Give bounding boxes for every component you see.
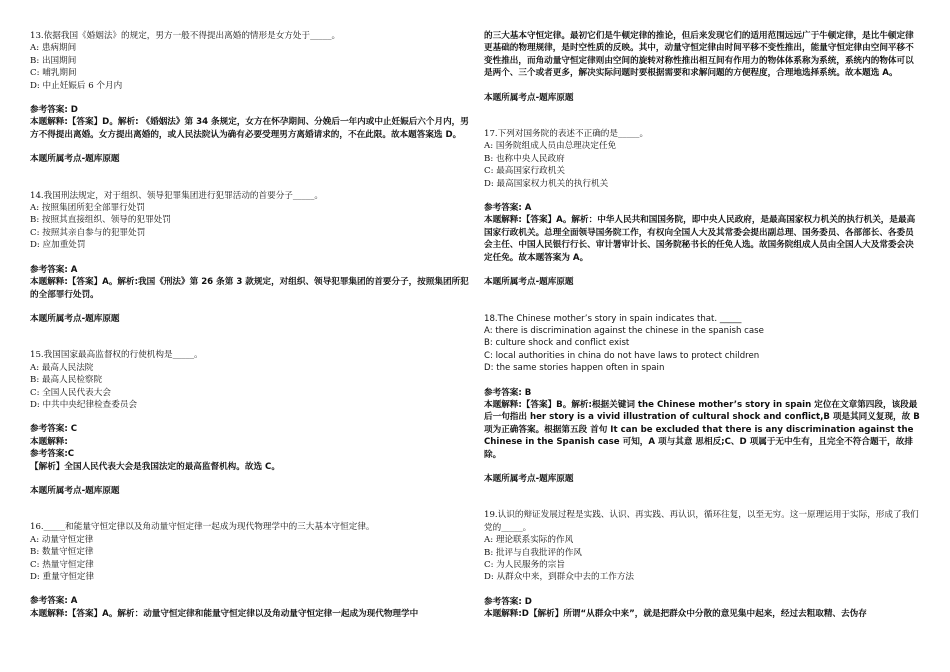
option-d: D: 最高国家权力机关的执行机关	[484, 178, 609, 189]
answer-label: 参考答案: C	[30, 424, 78, 435]
explanation: 本题解释:D【解析】所谓“从群众中来”，就是把群众中分散的意见集中起来，经过去粗取精、去伪存	[484, 609, 867, 620]
option-b: B: 数量守恒定律	[30, 547, 94, 558]
option-b: B: 最高人民检察院	[30, 375, 103, 386]
question-15	[30, 349, 470, 497]
option-d: D: 应加重处罚	[30, 240, 86, 251]
answer-label: 参考答案: A	[30, 596, 78, 607]
topic-tag: 本题所属考点-题库原题	[484, 92, 574, 103]
option-a: A: 患病期间	[30, 43, 77, 54]
question-stem: 13.依据我国《婚姻法》的规定，男方一般不得提出离婚的情形是女方处于_____。	[30, 31, 341, 41]
option-a: A: 理论联系实际的作风	[484, 535, 574, 546]
question-stem: 18.The Chinese mother’s story in spain indicates that. _____	[484, 313, 742, 324]
option-c: C: 按照其亲自参与的犯罪处罚	[30, 227, 146, 238]
option-c: C: 最高国家行政机关	[484, 166, 565, 177]
answer-label: 参考答案: D	[484, 596, 532, 607]
option-c: C: local authorities in china do not have laws to protect children	[484, 350, 760, 361]
option-a: A: 最高人民法院	[30, 362, 94, 373]
option-b: B: 出国期间	[30, 55, 77, 66]
option-d: D: 中止妊娠后 6 个月内	[30, 80, 123, 91]
topic-tag: 本题所属考点-题库原题	[30, 154, 120, 165]
option-a: A: 国务院组成人员由总理决定任免	[484, 141, 617, 152]
question-stem: 19.认识的辩证发展过程是实践、认识、再实践、再认识，循环往复，以至无穷。这一原理运用于实际，形成了我们党的_____。	[484, 510, 919, 533]
question-17	[484, 128, 920, 288]
option-a: A: there is discrimination against the chinese in the spanish case	[484, 325, 764, 336]
option-d: D: 重量守恒定律	[30, 572, 95, 582]
right-column	[484, 30, 920, 621]
question-16-continued	[484, 30, 920, 104]
option-d: D: the same stories happen often in spain	[484, 363, 665, 374]
option-c: C: 热量守恒定律	[30, 559, 94, 570]
explanation: 本题解释:【答案】B。解析:根据关键词 the Chinese mother’s story in spain 定位在文章第四段，该段最后一句指出 her story is a vivid illustration of cultural shock and conflict,B 项是其同义复现，故 B 项为正确答案。根据第五段 首句 It can be excluded that there is any discrimination against the Chinese in the Spanish case 可知，A 项与其意 思相反;C、D 项属于无中生有，且完全不符合题干，故排除。	[484, 399, 920, 460]
question-18	[484, 313, 920, 486]
question-stem: 17.下列对国务院的表述不正确的是_____。	[484, 129, 649, 140]
topic-tag: 本题所属考点-题库原题	[30, 485, 120, 496]
option-a: A: 动量守恒定律	[30, 534, 94, 545]
answer-label-secondary: 参考答案:C	[30, 449, 75, 460]
explanation: 本题解释:【答案】A。解析:我国《刑法》第 26 条第 3 款规定，对组织、领导犯罪集团的首要分子，按照集团所犯的全部罪行处罚。	[30, 277, 469, 300]
topic-tag: 本题所属考点-题库原题	[484, 277, 574, 288]
topic-tag: 本题所属考点-题库原题	[484, 473, 574, 484]
question-stem: 15.我国国家最高监督权的行使机构是_____。	[30, 350, 203, 361]
option-c: C: 哺乳期间	[30, 68, 77, 79]
question-13	[30, 30, 470, 166]
option-d: D: 从群众中来，到群众中去的工作方法	[484, 572, 635, 583]
question-stem: 16._____和能量守恒定律以及角动量守恒定律一起成为现代物理学中的三大基本守恒定律。	[30, 522, 375, 533]
answer-label: 参考答案: D	[30, 105, 78, 116]
explanation: 本题解释:【答案】A。解析：动量守恒定律和能量守恒定律以及角动量守恒定律一起成为现代物理学中	[30, 608, 419, 619]
topic-tag: 本题所属考点-题库原题	[30, 313, 120, 324]
option-b: B: 也称中央人民政府	[484, 153, 565, 164]
explanation: 本题解释:【答案】D。解析: 《婚姻法》第 34 条规定，女方在怀孕期间、分娩后一年内或中止妊娠后六个月内，男方不得提出离婚。女方提出离婚的，或人民法院认为确有必要受理男方离婚请求的，不在此限。故本题答案选 D。	[30, 117, 469, 140]
option-c: C: 为人民服务的宗旨	[484, 560, 565, 570]
explanation: 本题解释:【答案】A。解析：中华人民共和国国务院，即中央人民政府，是最高国家权力机关的执行机关，是最高国家行政机关。总理全面领导国务院工作，有权向全国人大及其常委会提出副总理、国务委员、各部部长、各委员会主任、中国人民银行行长、审计署审计长、国务院秘书长的任免人选。故国务院组成人员由全国人大及常委会决定任免。故本题答案为 A。	[484, 215, 916, 263]
option-a: A: 按照集团所犯全部罪行处罚	[30, 203, 145, 214]
explanation-label: 本题解释:	[30, 436, 68, 447]
question-stem: 14.我国刑法规定，对于组织、领导犯罪集团进行犯罪活动的首要分子_____。	[30, 190, 323, 201]
question-14	[30, 190, 470, 326]
option-b: B: 按照其直接组织、领导的犯罪处罚	[30, 215, 171, 226]
option-c: C: 全国人民代表大会	[30, 387, 111, 398]
option-d: D: 中共中央纪律检查委员会	[30, 399, 138, 410]
question-19	[484, 509, 920, 620]
answer-label: 参考答案: A	[484, 203, 532, 214]
left-column	[30, 30, 470, 620]
question-16	[30, 521, 470, 620]
option-b: B: culture shock and conflict exist	[484, 338, 630, 349]
option-b: B: 批评与自我批评的作风	[484, 547, 582, 558]
explanation: 【解析】全国人民代表大会是我国法定的最高监督机构。故选 C。	[30, 461, 280, 472]
answer-label: 参考答案: B	[484, 387, 532, 398]
answer-label: 参考答案: A	[30, 264, 78, 275]
explanation-continued: 的三大基本守恒定律。最初它们是牛顿定律的推论，但后来发现它们的适用范围远远广于牛顿定律，是比牛顿定律更基础的物理规律，是时空性质的反映。其中，动量守恒定律由时间平移不变性推出，能量守恒定律由空间平移不变性推出，而角动量守恒定律则由空间的旋转对称性推出相互间有作用力的物体体系称为系统，系统内的物体可以是两个、三个或者更多，解决实际问题时要根据需要和求解问题的方便程度，合理地选择系统。故本题选 A。	[484, 31, 914, 79]
